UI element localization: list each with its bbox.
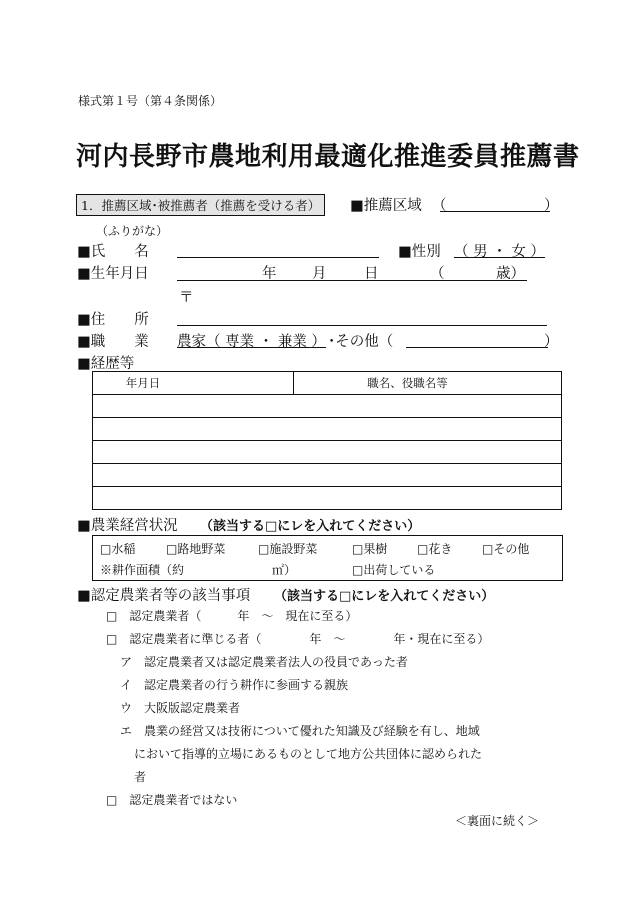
birthdate-label: ■生年月日 [77,266,149,282]
gender-label: ■性別 [398,244,441,260]
postal-mark: 〒 [179,290,194,306]
furigana-label: （ふりがな） [96,224,169,238]
name-label: ■氏 名 [77,244,149,260]
history-row[interactable] [93,487,562,510]
certified-label: ■認定農業者等の該当事項 [77,588,251,604]
form-number: 様式第１号（第４条関係） [78,94,223,108]
recommend-area-open: （ [432,198,447,214]
farm-status-note: （該当する□にレを入れてください） [200,519,421,534]
continued-note: ＜裏面に続く＞ [455,814,540,828]
birth-month-unit: 月 [312,266,327,282]
certified-option-1[interactable]: □ 認定農業者（ 年 ～ 現在に至る） [106,609,358,623]
history-row[interactable] [93,464,562,487]
age-unit: 歳） [496,266,525,282]
certified-sub-e-line1: エ 農業の経営又は技術について優れた知識及び経験を有し、地域 [120,724,480,738]
history-table [92,371,562,510]
crop-greenhouse-vegetables[interactable]: □施設野菜 [258,542,318,556]
history-header-row [93,372,562,395]
occupation-other-field[interactable] [406,347,548,348]
farm-status-label: ■農業経営状況 [77,518,178,534]
crop-fruit-trees[interactable]: □果樹 [352,542,388,556]
gender-options[interactable]: （ 男 ・ 女 ） [454,244,545,260]
age-open: （ [430,266,445,282]
certified-sub-e-line3: 者 [134,770,147,784]
recommend-area-close: ） [544,198,559,214]
certified-option-3[interactable]: □ 認定農業者ではない [106,793,238,807]
history-label: ■経歴等 [77,356,135,372]
occupation-close: ） [544,334,559,350]
birth-year-unit: 年 [262,266,277,282]
name-field[interactable] [177,257,379,258]
history-col-date: 年月日 [125,376,161,390]
crop-rice[interactable]: □水稲 [100,542,136,556]
crop-flowers[interactable]: □花き [417,542,453,556]
birthdate-field[interactable] [177,280,527,281]
farm-area-unit: ㎡） [272,563,297,577]
history-row[interactable] [93,395,562,418]
history-col-role: 職名、役職名等 [367,376,448,390]
recommend-area-label: ■推薦区域 [350,198,422,214]
history-row[interactable] [93,441,562,464]
history-row[interactable] [93,418,562,441]
certified-sub-e-line2: において指導的立場にあるものとして地方公共団体に認められた [134,747,483,761]
page-title: 河内長野市農地利用最適化推進委員推薦書 [76,142,580,172]
shipping-checkbox[interactable]: □出荷している [352,563,436,577]
section1-label: 1．推薦区域･被推薦者（推薦を受ける者） [76,194,325,216]
recommend-area-field[interactable] [440,211,550,212]
certified-sub-i: イ 認定農業者の行う耕作に参画する親族 [120,678,349,692]
occupation-label: ■職 業 [77,334,149,350]
address-label: ■住 所 [77,312,149,328]
certified-sub-a: ア 認定農業者又は認定農業者法人の役員であった者 [120,655,408,669]
occupation-farmer[interactable]: 農家（ 専業 ・ 兼業 ） [177,334,326,350]
farm-area-label: ※耕作面積（約 [100,563,185,577]
crop-field-vegetables[interactable]: □路地野菜 [166,542,226,556]
certified-note: （該当する□にレを入れてください） [274,589,495,604]
birth-day-unit: 日 [364,266,379,282]
crop-other[interactable]: □その他 [482,542,530,556]
certified-sub-u: ウ 大阪版認定農業者 [120,701,241,715]
address-field[interactable] [177,325,547,326]
occupation-other: ･その他（ [328,334,394,350]
certified-option-2[interactable]: □ 認定農業者に準じる者（ 年 ～ 年・現在に至る） [106,632,490,646]
